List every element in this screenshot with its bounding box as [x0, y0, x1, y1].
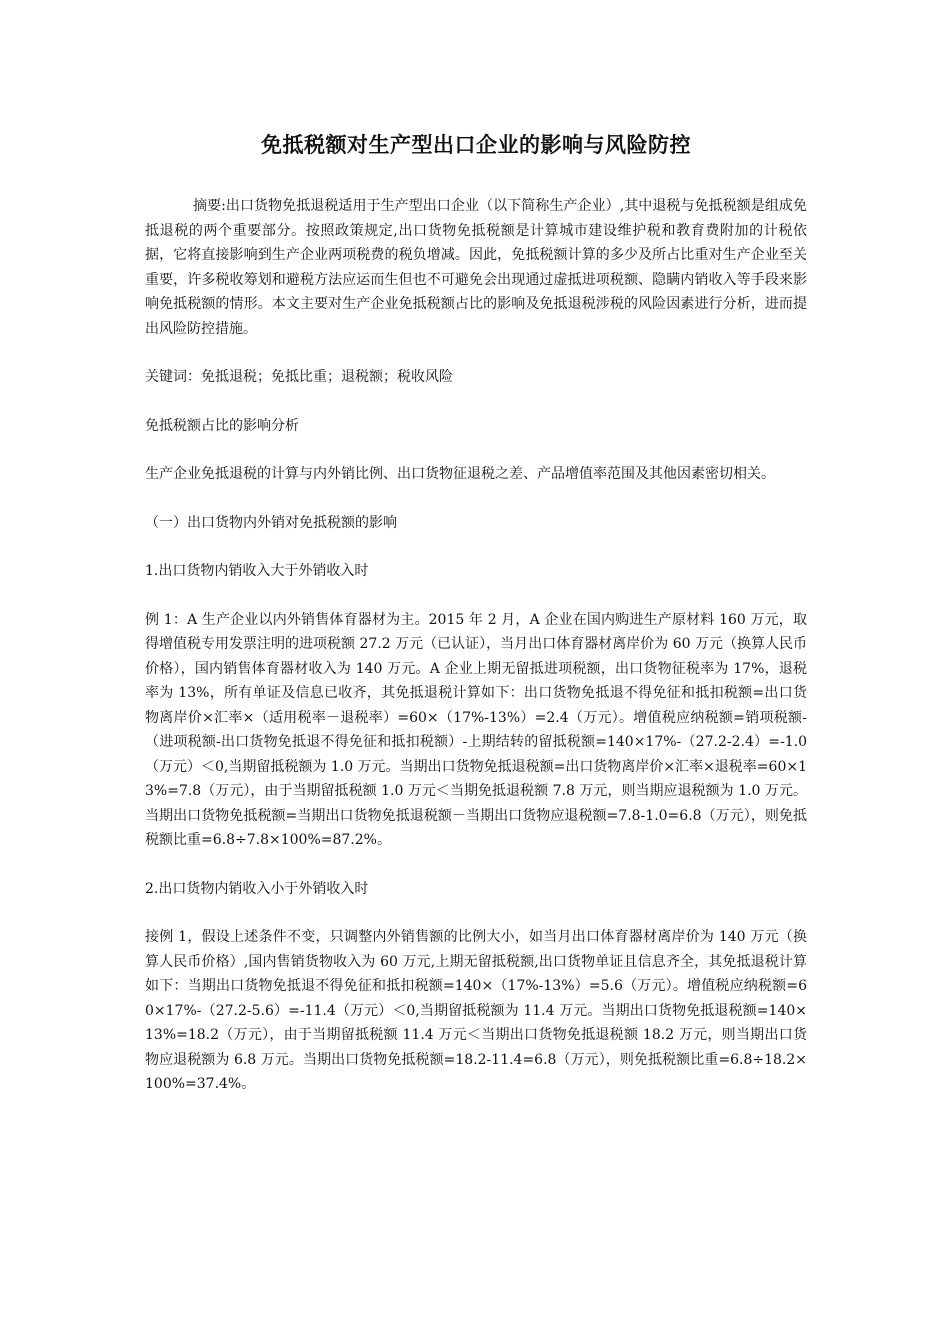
section-heading-analysis: 免抵税额占比的影响分析	[145, 417, 299, 434]
item-heading-domestic-less: 2.出口货物内销收入小于外销收入时	[145, 880, 369, 897]
abstract-paragraph: 摘要:出口货物免抵退税适用于生产型出口企业（以下简称生产企业）,其中退税与免抵税额是组成免抵退税的两个重要部分。按照政策规定,出口货物免抵税额是计算城市建设维护税和教育费附加的计税依据，它将直接影响到生产企业两项税费的税负增减。因此，免抵税额计算的多少及所占比重对生产企业至关重要，许多税收筹划和避税方法应运而生但也不可避免会出现通过虚抵进项税额、隐瞒内销收入等手段来影响免抵税额的情形。本文主要对生产企业免抵税额占比的影响及免抵退税涉税的风险因素进行分析，进而提出风险防控措施。	[145, 198, 807, 337]
document-page	[145, 130, 807, 1121]
document-title: 免抵税额对生产型出口企业的影响与风险防控	[261, 132, 691, 157]
example-2-paragraph: 接例 1，假设上述条件不变，只调整内外销售额的比例大小，如当月出口体育器材离岸价为 140 万元（换算人民币价格）,国内售销货物收入为 60 万元,上期无留抵税额,出口货物单证且信息齐全，其免抵退税计算如下：当期出口货物免抵退不得免征和抵扣税额=140×（17%-13%）=5.6（万元）。增值税应纳税额=60×17%-（27.2-5.6）=-11.4（万元）＜0,当期留抵税额为 11.4 万元。当期出口货物免抵退税额=140×13%=18.2（万元），由于当期留抵税额 11.4 万元＜当期出口货物免抵退税额 18.2 万元，则当期出口货物应退税额为 6.8 万元。当期出口货物免抵税额=18.2-11.4=6.8（万元），则免抵税额比重=6.8÷18.2×100%=37.4%。	[145, 929, 807, 1092]
section-intro-paragraph: 生产企业免抵退税的计算与内外销比例、出口货物征退税之差、产品增值率范围及其他因素密切相关。	[145, 466, 775, 482]
item-heading-domestic-greater: 1.出口货物内销收入大于外销收入时	[145, 563, 369, 579]
subsection-heading-sales-ratio: （一）出口货物内外销对免抵税额的影响	[145, 514, 397, 531]
example-1-paragraph: 例 1：A 生产企业以内外销售体育器材为主。2015 年 2 月，A 企业在国内购进生产原材料 160 万元，取得增值税专用发票注明的进项税额 27.2 万元（已认证），当月出口体育器材离岸价为 60 万元（换算人民币价格），国内销售体育器材收入为 140 万元。A 企业上期无留抵进项税额，出口货物征税率为 17%，退税率为 13%，所有单证及信息已收齐，其免抵退税计算如下：出口货物免抵退不得免征和抵扣税额=出口货物离岸价×汇率×（适用税率－退税率）=60×（17%-13%）=2.4（万元）。增值税应纳税额=销项税额-（进项税额-出口货物免抵退不得免征和抵扣税额）-上期结转的留抵税额=140×17%-（27.2-2.4）=-1.0（万元）＜0,当期留抵税额为 1.0 万元。当期出口货物免抵退税额=出口货物离岸价×汇率×退税率=60×13%=7.8（万元），由于当期留抵税额 1.0 万元＜当期免抵退税额 7.8 万元，则当期应退税额为 1.0 万元。当期出口货物免抵税额=当期出口货物免抵退税额－当期出口货物应退税额=7.8-1.0=6.8（万元），则免抵税额比重=6.8÷7.8×100%=87.2%。	[145, 611, 807, 848]
keywords-line: 关键词：免抵退税；免抵比重；退税额；税收风险	[145, 369, 453, 385]
